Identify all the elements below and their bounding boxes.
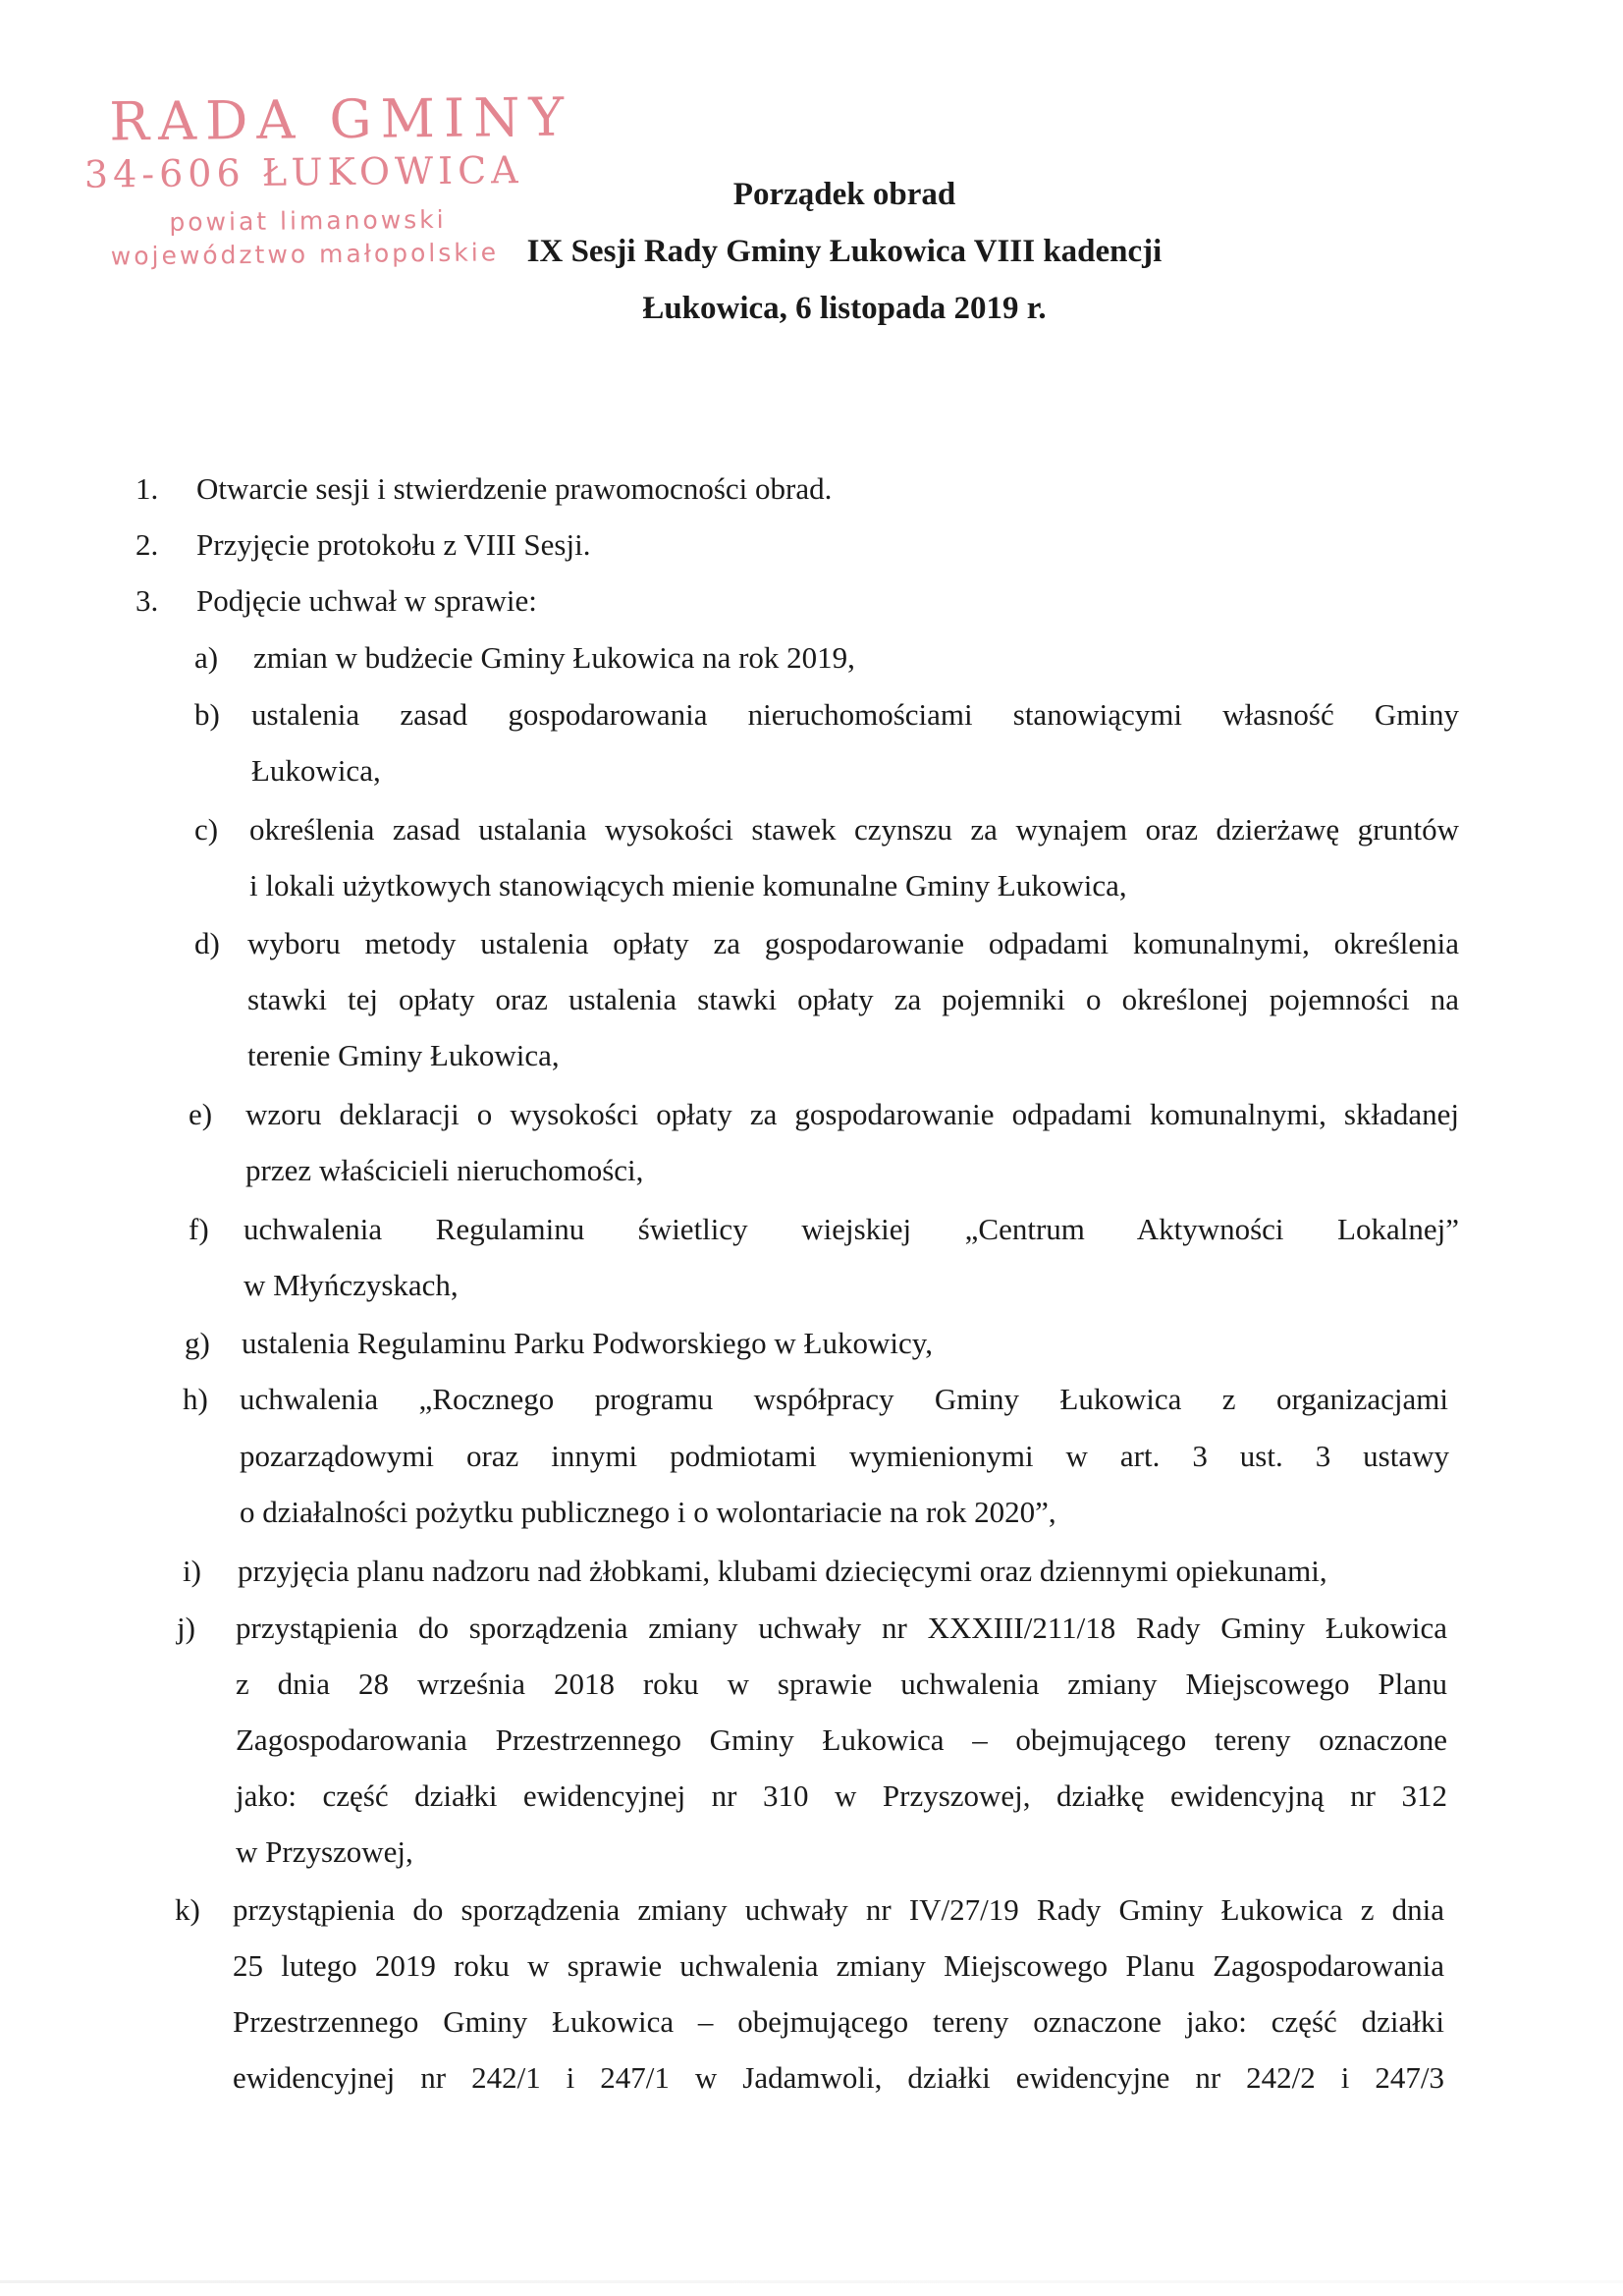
subitem-line: z dnia 28 września 2018 roku w sprawie uchwalenia zmiany Miejscowego Planu: [236, 1667, 1447, 1701]
agenda-item-text: Podjęcie uchwał w sprawie:: [196, 583, 537, 618]
place-date: Łukowica, 6 listopada 2019 r.: [642, 291, 1047, 326]
subitem-letter: j): [177, 1611, 195, 1645]
subitem-line: stawki tej opłaty oraz ustalenia stawki opłaty za pojemniki o określonej pojemności na: [247, 982, 1459, 1016]
subitem-letter: c): [194, 812, 219, 847]
subitem-line: przystąpienia do sporządzenia zmiany uchwały nr IV/27/19 Rady Gminy Łukowica z dnia: [233, 1892, 1444, 1927]
subitem-line: uchwalenia Regulaminu świetlicy wiejskiej „Centrum Aktywności Lokalnej”: [243, 1212, 1459, 1246]
subitem-line: określenia zasad ustalania wysokości stawek czynszu za wynajem oraz dzierżawę gruntów: [249, 812, 1459, 847]
stamp-line-2: 34-606 ŁUKOWICA: [83, 148, 523, 196]
subitem-line: Łukowica,: [251, 753, 381, 788]
subitem-letter: f): [189, 1212, 209, 1246]
subitem-letter: k): [175, 1892, 200, 1927]
subitem-line: ustalenia zasad gospodarowania nieruchomościami stanowiącymi własność Gminy: [251, 697, 1459, 732]
subitem-letter: h): [183, 1382, 208, 1416]
subitem-letter: e): [189, 1097, 213, 1131]
subitem-line: 25 lutego 2019 roku w sprawie uchwalenia zmiany Miejscowego Planu Zagospodarowania: [233, 1948, 1444, 1983]
subitem-line: przyjęcia planu nadzoru nad żłobkami, klubami dziecięcymi oraz dziennymi opiekunami,: [238, 1554, 1327, 1588]
subitem-letter: g): [185, 1326, 210, 1360]
stamp-line-4: województwo małopolskie: [110, 238, 500, 271]
subitem-line: ustalenia Regulaminu Parku Podworskiego w Łukowicy,: [242, 1326, 933, 1360]
subitem-line: i lokali użytkowych stanowiących mienie komunalne Gminy Łukowica,: [249, 868, 1127, 902]
scan-edge-line: [0, 2280, 1623, 2283]
subitem-letter: b): [194, 697, 220, 732]
subitem-line: ewidencyjnej nr 242/1 i 247/1 w Jadamwoli, działki ewidencyjne nr 242/2 i 247/3: [233, 2060, 1444, 2095]
agenda-item-text: Przyjęcie protokołu z VIII Sesji.: [196, 527, 591, 562]
subitem-line: przez właścicieli nieruchomości,: [245, 1153, 644, 1187]
subitem-line: przystąpienia do sporządzenia zmiany uchwały nr XXXIII/211/18 Rady Gminy Łukowica: [236, 1611, 1447, 1645]
subitem-line: terenie Gminy Łukowica,: [247, 1038, 560, 1072]
agenda-item-number: 3.: [135, 583, 159, 618]
document-title: Porządek obrad: [732, 177, 956, 212]
agenda-item-text: Otwarcie sesji i stwierdzenie prawomocności obrad.: [196, 471, 833, 506]
subitem-letter: a): [194, 640, 219, 675]
agenda-item-number: 2.: [135, 527, 159, 562]
stamp-line-3: powiat limanowski: [169, 204, 447, 237]
agenda-item-number: 1.: [135, 471, 159, 506]
subitem-line: jako: część działki ewidencyjnej nr 310 w Przyszowej, działkę ewidencyjną nr 312: [236, 1778, 1447, 1813]
stamp-line-1: RADA GMINY: [109, 85, 573, 153]
subitem-letter: i): [183, 1554, 201, 1588]
subitem-line: wyboru metody ustalenia opłaty za gospodarowanie odpadami komunalnymi, określenia: [247, 926, 1459, 960]
subitem-line: Zagospodarowania Przestrzennego Gminy Łukowica – obejmującego tereny oznaczone: [236, 1722, 1447, 1757]
subitem-line: wzoru deklaracji o wysokości opłaty za gospodarowanie odpadami komunalnymi, składanej: [245, 1097, 1459, 1131]
subitem-line: o działalności pożytku publicznego i o wolontariacie na rok 2020”,: [240, 1495, 1056, 1529]
subitem-line: w Młyńczyskach,: [243, 1268, 459, 1302]
session-title: IX Sesji Rady Gminy Łukowica VIII kadencji: [526, 234, 1163, 269]
subitem-line: zmian w budżecie Gminy Łukowica na rok 2019,: [253, 640, 855, 675]
subitem-line: pozarządowymi oraz innymi podmiotami wymienionymi w art. 3 ust. 3 ustawy: [240, 1439, 1449, 1473]
subitem-line: w Przyszowej,: [236, 1834, 413, 1869]
subitem-line: Przestrzennego Gminy Łukowica – obejmującego tereny oznaczone jako: część działki: [233, 2004, 1444, 2039]
subitem-letter: d): [194, 926, 220, 960]
subitem-line: uchwalenia „Rocznego programu współpracy Gminy Łukowica z organizacjami: [240, 1382, 1448, 1416]
